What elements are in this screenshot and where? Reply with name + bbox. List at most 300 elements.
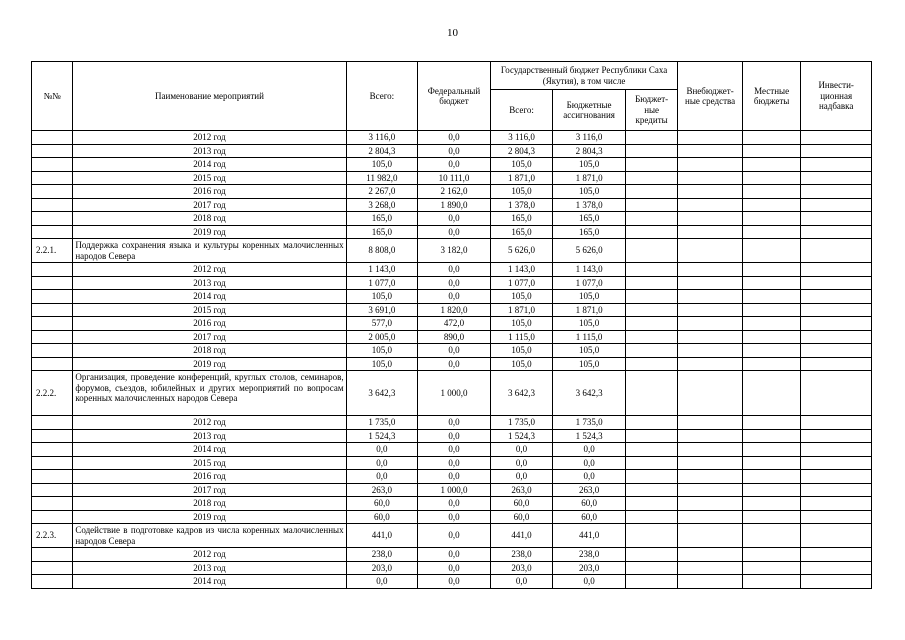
cell-state-total: 165,0 [490, 225, 553, 239]
cell-total: 105,0 [346, 357, 418, 371]
cell-local [742, 171, 800, 185]
cell-invest [801, 443, 872, 457]
row-num [32, 456, 73, 470]
year-row [32, 561, 872, 575]
cell-total: 3 268,0 [346, 198, 418, 212]
cell-state-credit [625, 497, 677, 511]
cell-federal: 0,0 [418, 131, 491, 145]
cell-total: 203,0 [346, 561, 418, 575]
row-num [32, 290, 73, 304]
cell-state-alloc: 60,0 [553, 510, 626, 524]
cell-federal: 0,0 [418, 344, 491, 358]
cell-local [742, 443, 800, 457]
cell-extra [678, 470, 743, 484]
year-row [32, 330, 872, 344]
cell-federal: 1 890,0 [418, 198, 491, 212]
cell-state-total: 441,0 [490, 524, 553, 548]
row-num [32, 548, 73, 562]
cell-federal: 3 182,0 [418, 239, 491, 263]
row-name: 2012 год [73, 416, 346, 430]
cell-invest [801, 263, 872, 277]
cell-invest [801, 158, 872, 172]
table-header [32, 62, 872, 131]
cell-federal: 0,0 [418, 497, 491, 511]
cell-state-credit [625, 524, 677, 548]
cell-state-alloc: 1 378,0 [553, 198, 626, 212]
cell-state-alloc: 0,0 [553, 575, 626, 589]
cell-federal: 0,0 [418, 158, 491, 172]
cell-state-alloc: 0,0 [553, 443, 626, 457]
cell-local [742, 131, 800, 145]
cell-local [742, 371, 800, 416]
row-num [32, 561, 73, 575]
year-row [32, 317, 872, 331]
row-num [32, 497, 73, 511]
cell-invest [801, 317, 872, 331]
cell-extra [678, 357, 743, 371]
cell-state-alloc: 1 871,0 [553, 171, 626, 185]
cell-extra [678, 456, 743, 470]
year-row [32, 144, 872, 158]
cell-state-credit [625, 131, 677, 145]
cell-invest [801, 239, 872, 263]
row-num [32, 429, 73, 443]
year-row [32, 416, 872, 430]
cell-invest [801, 276, 872, 290]
row-num [32, 212, 73, 226]
cell-state-alloc: 105,0 [553, 317, 626, 331]
cell-state-total: 3 642,3 [490, 371, 553, 416]
cell-total: 60,0 [346, 497, 418, 511]
cell-state-credit [625, 263, 677, 277]
cell-federal: 0,0 [418, 416, 491, 430]
cell-state-total: 105,0 [490, 317, 553, 331]
cell-state-total: 0,0 [490, 443, 553, 457]
header-state-alloc: Бюджетные ассигнования [553, 90, 626, 131]
cell-local [742, 158, 800, 172]
cell-local [742, 198, 800, 212]
cell-state-total: 0,0 [490, 575, 553, 589]
cell-invest [801, 144, 872, 158]
cell-total: 2 804,3 [346, 144, 418, 158]
cell-state-credit [625, 470, 677, 484]
row-num [32, 158, 73, 172]
cell-local [742, 429, 800, 443]
cell-federal: 0,0 [418, 263, 491, 277]
row-name: Поддержка сохранения языка и культуры коренных малочисленных народов Севера [73, 239, 346, 263]
year-row [32, 357, 872, 371]
cell-invest [801, 456, 872, 470]
cell-federal: 0,0 [418, 548, 491, 562]
cell-state-credit [625, 429, 677, 443]
year-row [32, 131, 872, 145]
row-num [32, 276, 73, 290]
cell-extra [678, 131, 743, 145]
cell-state-total: 3 116,0 [490, 131, 553, 145]
cell-state-credit [625, 225, 677, 239]
cell-state-credit [625, 371, 677, 416]
year-row [32, 429, 872, 443]
cell-federal: 2 162,0 [418, 185, 491, 199]
cell-invest [801, 416, 872, 430]
row-name: 2014 год [73, 290, 346, 304]
cell-federal: 0,0 [418, 290, 491, 304]
cell-extra [678, 290, 743, 304]
cell-total: 0,0 [346, 443, 418, 457]
cell-state-credit [625, 158, 677, 172]
cell-extra [678, 198, 743, 212]
cell-total: 3 691,0 [346, 303, 418, 317]
year-row [32, 225, 872, 239]
year-row [32, 171, 872, 185]
cell-state-alloc: 105,0 [553, 344, 626, 358]
cell-invest [801, 171, 872, 185]
cell-local [742, 330, 800, 344]
cell-invest [801, 290, 872, 304]
cell-local [742, 561, 800, 575]
cell-state-total: 1 378,0 [490, 198, 553, 212]
row-name: 2012 год [73, 131, 346, 145]
year-row [32, 344, 872, 358]
cell-federal: 1 000,0 [418, 371, 491, 416]
year-row [32, 303, 872, 317]
cell-state-alloc: 1 115,0 [553, 330, 626, 344]
cell-local [742, 225, 800, 239]
cell-extra [678, 548, 743, 562]
cell-local [742, 212, 800, 226]
cell-state-total: 105,0 [490, 185, 553, 199]
cell-state-total: 2 804,3 [490, 144, 553, 158]
row-name: 2017 год [73, 198, 346, 212]
row-name: 2017 год [73, 330, 346, 344]
header-state-total: Всего: [490, 90, 553, 131]
row-name: 2019 год [73, 510, 346, 524]
row-num [32, 416, 73, 430]
cell-total: 105,0 [346, 344, 418, 358]
row-num [32, 344, 73, 358]
cell-state-alloc: 3 642,3 [553, 371, 626, 416]
cell-extra [678, 497, 743, 511]
row-name: 2014 год [73, 158, 346, 172]
cell-state-credit [625, 548, 677, 562]
row-num [32, 303, 73, 317]
cell-federal: 0,0 [418, 456, 491, 470]
cell-state-alloc: 1 077,0 [553, 276, 626, 290]
row-num [32, 443, 73, 457]
cell-federal: 0,0 [418, 575, 491, 589]
row-name: 2012 год [73, 263, 346, 277]
row-num: 2.2.1. [32, 239, 73, 263]
cell-federal: 472,0 [418, 317, 491, 331]
cell-extra [678, 429, 743, 443]
cell-local [742, 344, 800, 358]
cell-state-credit [625, 357, 677, 371]
cell-extra [678, 575, 743, 589]
cell-total: 8 808,0 [346, 239, 418, 263]
header-num: №№ [32, 62, 73, 131]
cell-extra [678, 303, 743, 317]
cell-state-credit [625, 416, 677, 430]
cell-federal: 1 000,0 [418, 483, 491, 497]
year-row [32, 185, 872, 199]
cell-state-credit [625, 317, 677, 331]
cell-state-credit [625, 510, 677, 524]
row-name: 2015 год [73, 303, 346, 317]
row-num [32, 198, 73, 212]
cell-federal: 0,0 [418, 276, 491, 290]
row-num [32, 225, 73, 239]
cell-invest [801, 371, 872, 416]
cell-state-alloc: 0,0 [553, 470, 626, 484]
cell-total: 165,0 [346, 225, 418, 239]
header-total: Всего: [346, 62, 418, 131]
cell-invest [801, 344, 872, 358]
cell-state-alloc: 0,0 [553, 456, 626, 470]
cell-invest [801, 185, 872, 199]
cell-extra [678, 510, 743, 524]
page-number: 10 [447, 27, 458, 39]
cell-state-credit [625, 344, 677, 358]
cell-state-total: 60,0 [490, 497, 553, 511]
cell-state-credit [625, 239, 677, 263]
cell-total: 3 116,0 [346, 131, 418, 145]
cell-total: 0,0 [346, 456, 418, 470]
year-row [32, 276, 872, 290]
year-row [32, 510, 872, 524]
cell-extra [678, 263, 743, 277]
cell-state-alloc: 441,0 [553, 524, 626, 548]
cell-total: 441,0 [346, 524, 418, 548]
cell-local [742, 456, 800, 470]
cell-invest [801, 561, 872, 575]
row-name: 2017 год [73, 483, 346, 497]
cell-state-alloc: 105,0 [553, 290, 626, 304]
cell-state-total: 5 626,0 [490, 239, 553, 263]
row-num [32, 330, 73, 344]
cell-federal: 890,0 [418, 330, 491, 344]
cell-state-credit [625, 198, 677, 212]
cell-total: 0,0 [346, 575, 418, 589]
year-row [32, 483, 872, 497]
cell-total: 1 524,3 [346, 429, 418, 443]
cell-invest [801, 470, 872, 484]
row-num [32, 510, 73, 524]
cell-extra [678, 212, 743, 226]
cell-state-alloc: 105,0 [553, 185, 626, 199]
cell-state-credit [625, 290, 677, 304]
cell-federal: 10 111,0 [418, 171, 491, 185]
cell-total: 2 267,0 [346, 185, 418, 199]
cell-state-total: 165,0 [490, 212, 553, 226]
row-name: 2016 год [73, 185, 346, 199]
cell-federal: 1 820,0 [418, 303, 491, 317]
cell-total: 105,0 [346, 158, 418, 172]
cell-federal: 0,0 [418, 443, 491, 457]
activity-row [32, 371, 872, 416]
cell-invest [801, 497, 872, 511]
row-name: 2018 год [73, 212, 346, 226]
cell-local [742, 239, 800, 263]
cell-local [742, 290, 800, 304]
cell-total: 1 077,0 [346, 276, 418, 290]
cell-local [742, 470, 800, 484]
row-name: 2015 год [73, 456, 346, 470]
cell-federal: 0,0 [418, 429, 491, 443]
cell-state-alloc: 165,0 [553, 225, 626, 239]
row-name: 2019 год [73, 225, 346, 239]
cell-invest [801, 225, 872, 239]
row-name: 2014 год [73, 443, 346, 457]
cell-local [742, 524, 800, 548]
row-name: 2015 год [73, 171, 346, 185]
cell-local [742, 510, 800, 524]
cell-state-alloc: 1 143,0 [553, 263, 626, 277]
row-num [32, 357, 73, 371]
cell-local [742, 185, 800, 199]
row-name: Организация, проведение конференций, круглых столов, семинаров, форумов, съездов, юбилейных и других мероприятий по вопросам коренных малочисленных народов Севера [73, 371, 346, 416]
cell-total: 165,0 [346, 212, 418, 226]
cell-total: 263,0 [346, 483, 418, 497]
cell-state-total: 263,0 [490, 483, 553, 497]
cell-state-total: 1 871,0 [490, 303, 553, 317]
cell-invest [801, 429, 872, 443]
header-invest: Инвести-ционная надбавка [801, 62, 872, 131]
cell-state-total: 105,0 [490, 357, 553, 371]
cell-extra [678, 561, 743, 575]
row-name: 2018 год [73, 344, 346, 358]
cell-local [742, 357, 800, 371]
cell-state-alloc: 203,0 [553, 561, 626, 575]
cell-state-total: 1 077,0 [490, 276, 553, 290]
header-name: Паименование мероприятий [73, 62, 346, 131]
row-num [32, 131, 73, 145]
cell-invest [801, 303, 872, 317]
cell-local [742, 575, 800, 589]
cell-invest [801, 357, 872, 371]
cell-extra [678, 330, 743, 344]
cell-state-alloc: 2 804,3 [553, 144, 626, 158]
row-name: 2013 год [73, 561, 346, 575]
year-row [32, 263, 872, 277]
cell-invest [801, 524, 872, 548]
year-row [32, 470, 872, 484]
cell-state-total: 105,0 [490, 290, 553, 304]
year-row [32, 575, 872, 589]
cell-state-total: 238,0 [490, 548, 553, 562]
cell-state-credit [625, 144, 677, 158]
cell-total: 2 005,0 [346, 330, 418, 344]
row-num [32, 185, 73, 199]
row-name: 2016 год [73, 470, 346, 484]
row-name: 2014 год [73, 575, 346, 589]
cell-state-credit [625, 443, 677, 457]
row-name: 2013 год [73, 429, 346, 443]
cell-state-total: 105,0 [490, 344, 553, 358]
cell-extra [678, 443, 743, 457]
cell-state-total: 1 115,0 [490, 330, 553, 344]
cell-state-alloc: 238,0 [553, 548, 626, 562]
cell-total: 1 143,0 [346, 263, 418, 277]
cell-total: 105,0 [346, 290, 418, 304]
cell-federal: 0,0 [418, 225, 491, 239]
cell-extra [678, 158, 743, 172]
cell-invest [801, 212, 872, 226]
row-num: 2.2.2. [32, 371, 73, 416]
cell-state-credit [625, 561, 677, 575]
cell-total: 60,0 [346, 510, 418, 524]
cell-state-alloc: 5 626,0 [553, 239, 626, 263]
cell-total: 3 642,3 [346, 371, 418, 416]
cell-extra [678, 483, 743, 497]
row-num [32, 263, 73, 277]
cell-state-total: 60,0 [490, 510, 553, 524]
cell-state-credit [625, 483, 677, 497]
cell-local [742, 303, 800, 317]
cell-state-alloc: 1 524,3 [553, 429, 626, 443]
cell-federal: 0,0 [418, 470, 491, 484]
row-name: 2016 год [73, 317, 346, 331]
cell-total: 1 735,0 [346, 416, 418, 430]
year-row [32, 456, 872, 470]
budget-table [31, 61, 872, 589]
cell-total: 11 982,0 [346, 171, 418, 185]
cell-federal: 0,0 [418, 524, 491, 548]
cell-local [742, 548, 800, 562]
row-num [32, 575, 73, 589]
cell-extra [678, 185, 743, 199]
cell-state-alloc: 3 116,0 [553, 131, 626, 145]
year-row [32, 158, 872, 172]
row-num [32, 317, 73, 331]
header-state-group: Государственный бюджет Республики Саха (Якутия), в том числе [490, 62, 678, 90]
cell-extra [678, 171, 743, 185]
cell-extra [678, 416, 743, 430]
cell-invest [801, 548, 872, 562]
cell-extra [678, 225, 743, 239]
year-row [32, 497, 872, 511]
cell-total: 577,0 [346, 317, 418, 331]
cell-local [742, 144, 800, 158]
row-num [32, 171, 73, 185]
cell-state-credit [625, 456, 677, 470]
cell-extra [678, 524, 743, 548]
row-name: 2013 год [73, 144, 346, 158]
table-body [32, 131, 872, 589]
cell-state-credit [625, 171, 677, 185]
row-name: 2018 год [73, 497, 346, 511]
cell-state-alloc: 105,0 [553, 158, 626, 172]
cell-total: 238,0 [346, 548, 418, 562]
cell-state-total: 203,0 [490, 561, 553, 575]
activity-row [32, 524, 872, 548]
cell-invest [801, 483, 872, 497]
cell-extra [678, 371, 743, 416]
year-row [32, 290, 872, 304]
cell-federal: 0,0 [418, 212, 491, 226]
row-num [32, 144, 73, 158]
cell-state-credit [625, 575, 677, 589]
cell-invest [801, 575, 872, 589]
cell-state-total: 0,0 [490, 470, 553, 484]
cell-invest [801, 131, 872, 145]
cell-extra [678, 239, 743, 263]
activity-row [32, 239, 872, 263]
cell-local [742, 483, 800, 497]
header-state-credit: Бюджет-ные кредиты [625, 90, 677, 131]
cell-local [742, 497, 800, 511]
row-num: 2.2.3. [32, 524, 73, 548]
cell-state-alloc: 60,0 [553, 497, 626, 511]
